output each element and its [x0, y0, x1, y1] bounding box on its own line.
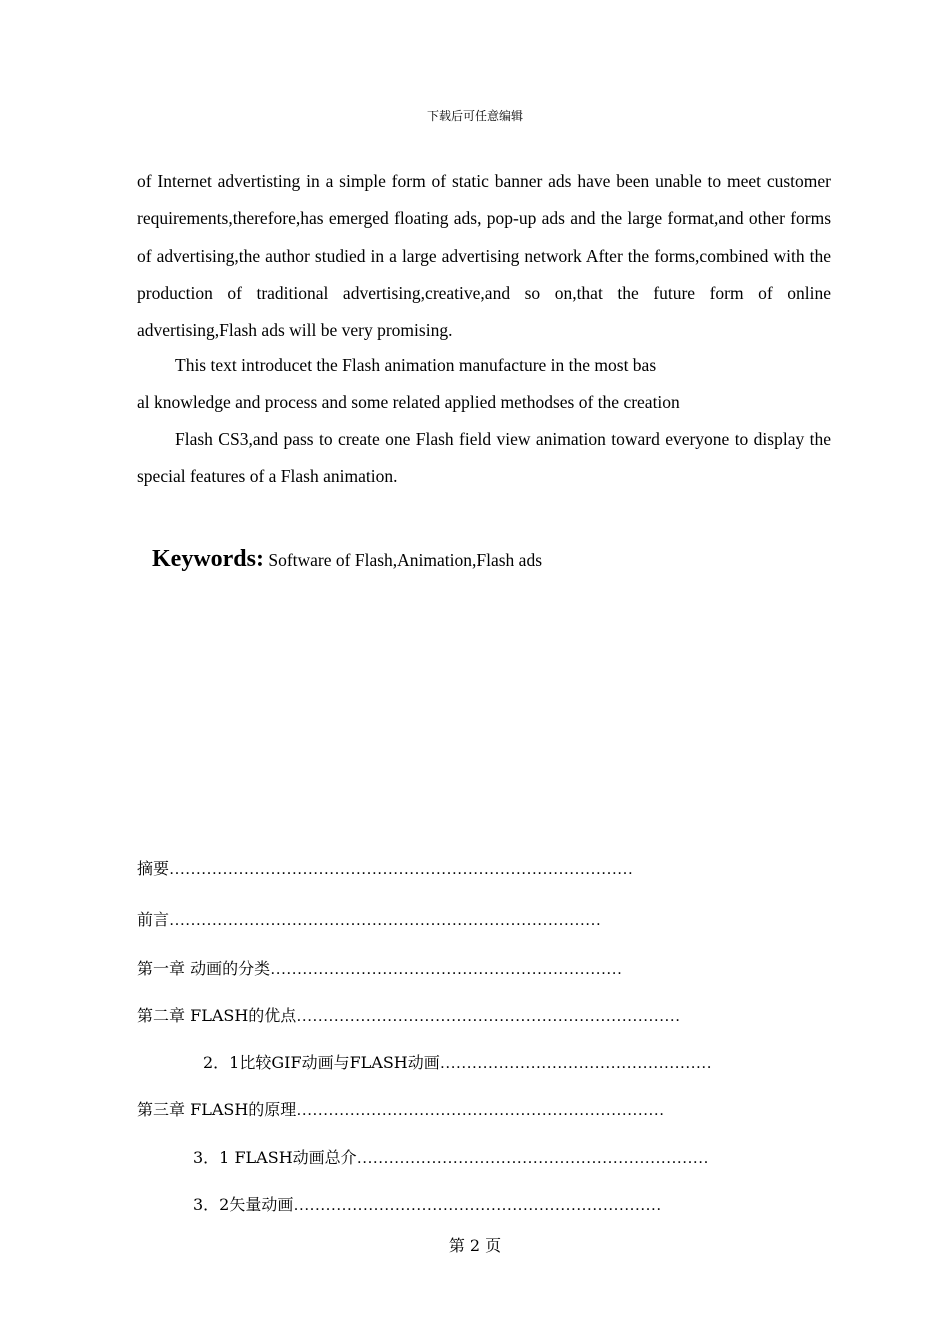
toc-item[interactable]: [137, 856, 633, 879]
toc-item[interactable]: [193, 1145, 709, 1168]
abstract-paragraph-1: of Internet advertisting in a simple form of static banner ads have been unable to meet customer requirements,therefore,has emerged floating ads, pop-up ads and the large format,and other forms of advertising,the author studied in a large advertising network After the forms,combined with the production of traditional advertising,creative,and so on,that the future form of online advertising,Flash ads will be very promising.: [137, 171, 831, 341]
toc-leader-dots: ……………………………………………………………………………: [169, 861, 634, 878]
toc-leader-dots: …………………………………………………………: [270, 961, 623, 978]
toc-item-label: 第三章 FLASH的原理: [137, 1100, 297, 1119]
toc-item[interactable]: [193, 1192, 661, 1215]
toc-item[interactable]: [203, 1050, 712, 1073]
toc-item[interactable]: [137, 1097, 664, 1120]
toc-item-label: 前言: [137, 910, 170, 929]
toc-leader-dots: …………………………………………………………: [356, 1150, 709, 1167]
abstract-line-2a: This text introducet the Flash animation manufacture in the most bas: [175, 355, 657, 375]
toc-item-label: 2．1比较GIF动画与FLASH动画: [203, 1053, 440, 1072]
toc-leader-dots: ……………………………………………………………: [296, 1102, 665, 1119]
keywords-value: Software of Flash,Animation,Flash ads: [268, 550, 543, 570]
toc-item[interactable]: [137, 1003, 680, 1026]
toc-leader-dots: ………………………………………………………………………: [169, 912, 602, 929]
page-number: 第 2 页: [448, 1236, 502, 1255]
toc-item-label: 摘要: [137, 859, 170, 878]
keywords: [152, 546, 542, 573]
toc-item-label: 3．1 FLASH动画总介: [193, 1148, 357, 1167]
toc-item[interactable]: [137, 907, 601, 930]
toc-item-label: 第一章 动画的分类: [137, 959, 271, 978]
toc-leader-dots: ……………………………………………………………: [293, 1197, 662, 1214]
toc-item-label: 3．2矢量动画: [193, 1195, 294, 1214]
abstract-paragraph-3: Flash CS3,and pass to create one Flash field view animation toward everyone to display the special features of a Flash animation.: [137, 429, 831, 487]
page-header: 下载后可任意编辑: [426, 109, 523, 123]
abstract-line-2b: al knowledge and process and some related applied methodses of the creation: [137, 392, 680, 412]
toc-leader-dots: ……………………………………………: [439, 1055, 712, 1072]
keywords-label: Keywords:: [152, 546, 264, 572]
toc-leader-dots: ………………………………………………………………: [296, 1008, 681, 1025]
toc-item-label: 第二章 FLASH的优点: [137, 1006, 297, 1025]
toc-item[interactable]: [137, 956, 622, 979]
